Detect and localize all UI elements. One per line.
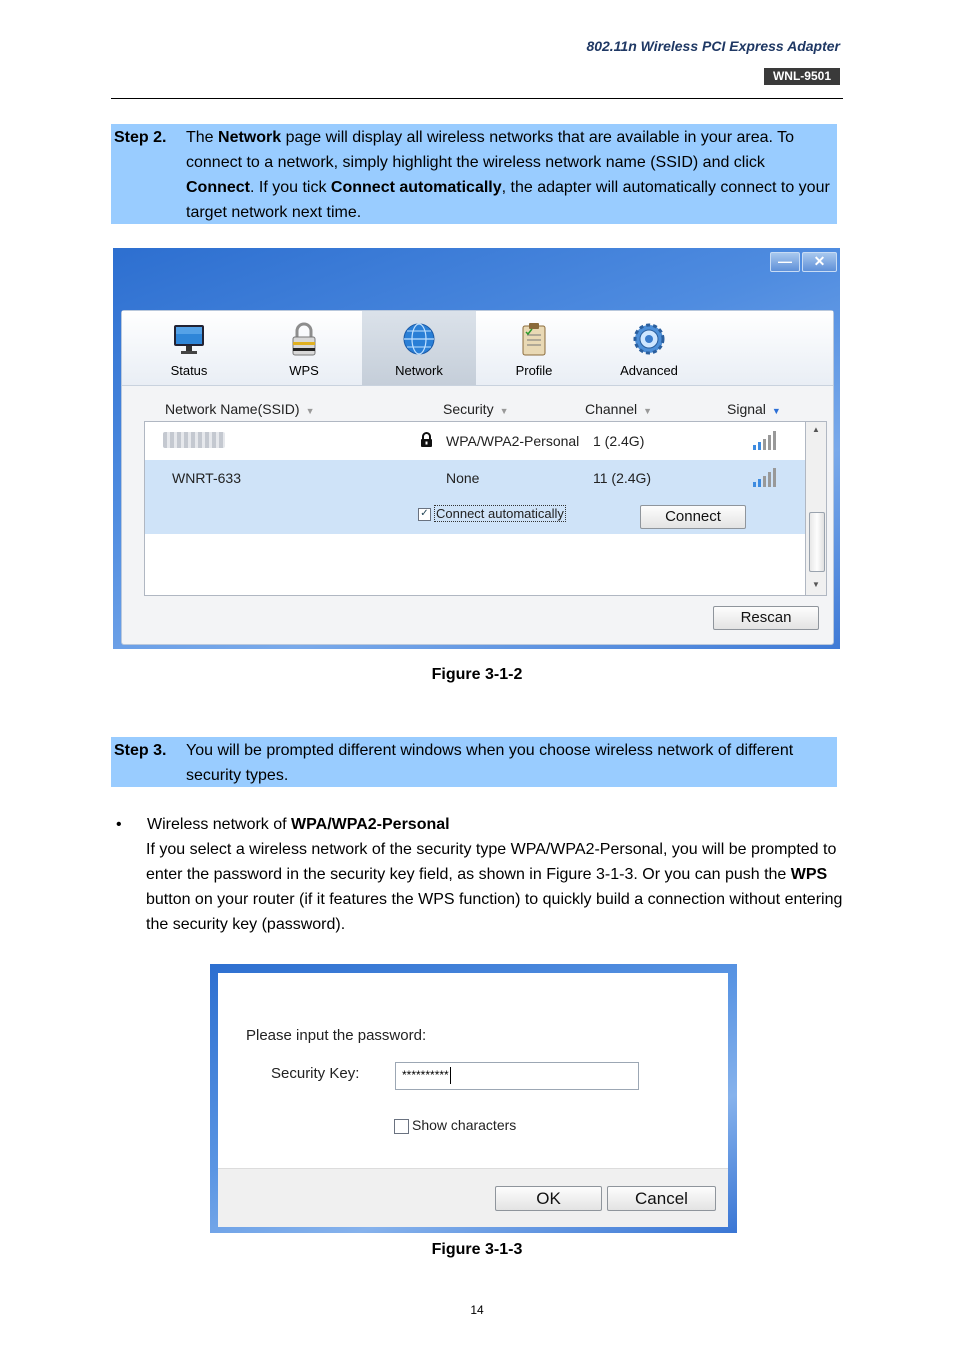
sort-arrow-icon: ▼ <box>643 406 653 416</box>
bullet-marker: • <box>116 816 122 833</box>
tab-network[interactable] <box>362 311 476 385</box>
show-characters-label: Show characters <box>412 1117 517 1133</box>
connect-automatically-label: Connect automatically <box>436 506 564 521</box>
network-panel <box>121 310 834 645</box>
sort-arrow-icon: ▼ <box>771 406 781 416</box>
password-dialog <box>218 973 728 1226</box>
gear-icon <box>631 321 667 357</box>
tab-wps-label: WPS <box>289 363 319 378</box>
checkbox-checked-icon: ✓ <box>418 508 431 521</box>
column-channel[interactable] <box>585 401 652 417</box>
step3-text: You will be prompted different windows when you choose wireless network of different security types. <box>186 742 794 784</box>
signal-icon <box>752 467 778 487</box>
column-channel-label: Channel <box>585 401 638 417</box>
model-badge: WNL-9501 <box>764 68 840 85</box>
connect-automatically-checkbox[interactable] <box>418 506 566 521</box>
tab-wps[interactable] <box>247 311 361 385</box>
tab-profile[interactable] <box>477 311 591 385</box>
column-ssid-label: Network Name(SSID) <box>165 401 300 417</box>
tab-network-label: Network <box>395 363 443 378</box>
row-channel: 1 (2.4G) <box>593 433 645 449</box>
signal-icon <box>752 430 778 450</box>
column-security-label: Security <box>443 401 494 417</box>
ok-button[interactable]: OK <box>495 1186 602 1211</box>
column-ssid[interactable] <box>165 401 315 417</box>
minimize-button[interactable]: — <box>770 252 800 272</box>
header-title: 802.11n Wireless PCI Express Adapter <box>586 38 840 54</box>
column-signal[interactable] <box>727 401 781 417</box>
row-security: None <box>446 470 480 486</box>
lock-icon <box>420 432 433 447</box>
globe-icon <box>401 321 437 357</box>
bullet-body-run: WPS <box>790 866 828 883</box>
step3-label: Step 3. <box>114 742 167 759</box>
network-row[interactable] <box>145 422 805 460</box>
tab-advanced[interactable] <box>592 311 706 385</box>
bullet-body <box>146 837 846 937</box>
tab-status[interactable] <box>132 311 246 385</box>
text-caret <box>450 1067 451 1084</box>
step2-text-run: Network <box>218 129 282 146</box>
password-prompt: Please input the password: <box>246 1027 427 1044</box>
step2-text-run: page will display all wireless networks that are available in your area. To connect to a network, simply highlight the wireless network name (SSID) and click <box>186 129 794 171</box>
connect-button[interactable]: Connect <box>640 505 746 529</box>
step3-box <box>111 737 837 787</box>
sort-arrow-icon: ▼ <box>499 406 509 416</box>
step2-text-run: The <box>186 129 219 146</box>
network-list[interactable] <box>144 421 806 596</box>
bullet-heading-prefix: Wireless network of <box>147 816 292 833</box>
dialog-footer <box>218 1168 728 1227</box>
column-signal-label: Signal <box>727 401 766 417</box>
scroll-up-icon[interactable]: ▲ <box>812 425 820 434</box>
figure-caption: Figure 3-1-2 <box>431 666 523 683</box>
password-window <box>210 964 737 1233</box>
obscured-ssid <box>163 432 225 448</box>
bullet-heading <box>147 812 450 837</box>
checkbox-unchecked-icon <box>394 1119 409 1134</box>
column-security[interactable] <box>443 401 509 417</box>
bullet-body-run: If you select a wireless network of the security type WPA/WPA2-Personal, you will be prompted to enter the password in the security key field, as shown in Figure 3-1-3. Or you can push the <box>146 841 837 883</box>
row-ssid: WNRT-633 <box>172 470 241 486</box>
security-key-label: Security Key: <box>271 1065 360 1082</box>
tab-bar <box>122 311 833 386</box>
step2-text-run: . If you tick <box>250 179 331 196</box>
tab-advanced-label: Advanced <box>620 363 678 378</box>
header-rule <box>111 98 843 99</box>
cancel-button[interactable]: Cancel <box>607 1186 716 1211</box>
page-number: 14 <box>470 1303 484 1317</box>
list-scrollbar[interactable] <box>806 421 827 596</box>
show-characters-checkbox[interactable] <box>394 1117 516 1134</box>
step2-text <box>186 125 835 225</box>
tab-profile-label: Profile <box>515 363 553 378</box>
network-row-selected[interactable] <box>145 460 805 534</box>
security-key-value: ********** <box>402 1068 449 1082</box>
step2-text-run: , the adapter will automatically connect to your target network next time. <box>186 179 830 221</box>
scroll-thumb[interactable] <box>809 512 825 572</box>
step2-box <box>111 124 837 224</box>
monitor-icon <box>171 321 207 357</box>
padlock-icon <box>286 321 322 357</box>
bullet-body-run: button on your router (if it features the WPS function) to quickly build a connection without entering the security key (password). <box>146 891 843 933</box>
network-window <box>113 248 840 649</box>
bullet-heading-bold: WPA/WPA2-Personal <box>291 816 450 833</box>
rescan-button[interactable]: Rescan <box>713 606 819 630</box>
row-channel: 11 (2.4G) <box>593 470 652 486</box>
sort-arrow-icon: ▼ <box>305 406 315 416</box>
step2-text-run: Connect <box>186 179 250 196</box>
close-button[interactable]: ✕ <box>802 252 837 272</box>
tab-status-label: Status <box>170 363 208 378</box>
figure-caption: Figure 3-1-3 <box>431 1241 523 1258</box>
step2-label: Step 2. <box>114 129 167 146</box>
security-key-input[interactable] <box>395 1062 639 1090</box>
clipboard-icon <box>516 321 552 357</box>
row-security: WPA/WPA2-Personal <box>446 433 580 449</box>
step2-text-run: Connect automatically <box>330 179 502 196</box>
scroll-down-icon[interactable]: ▼ <box>812 580 820 589</box>
